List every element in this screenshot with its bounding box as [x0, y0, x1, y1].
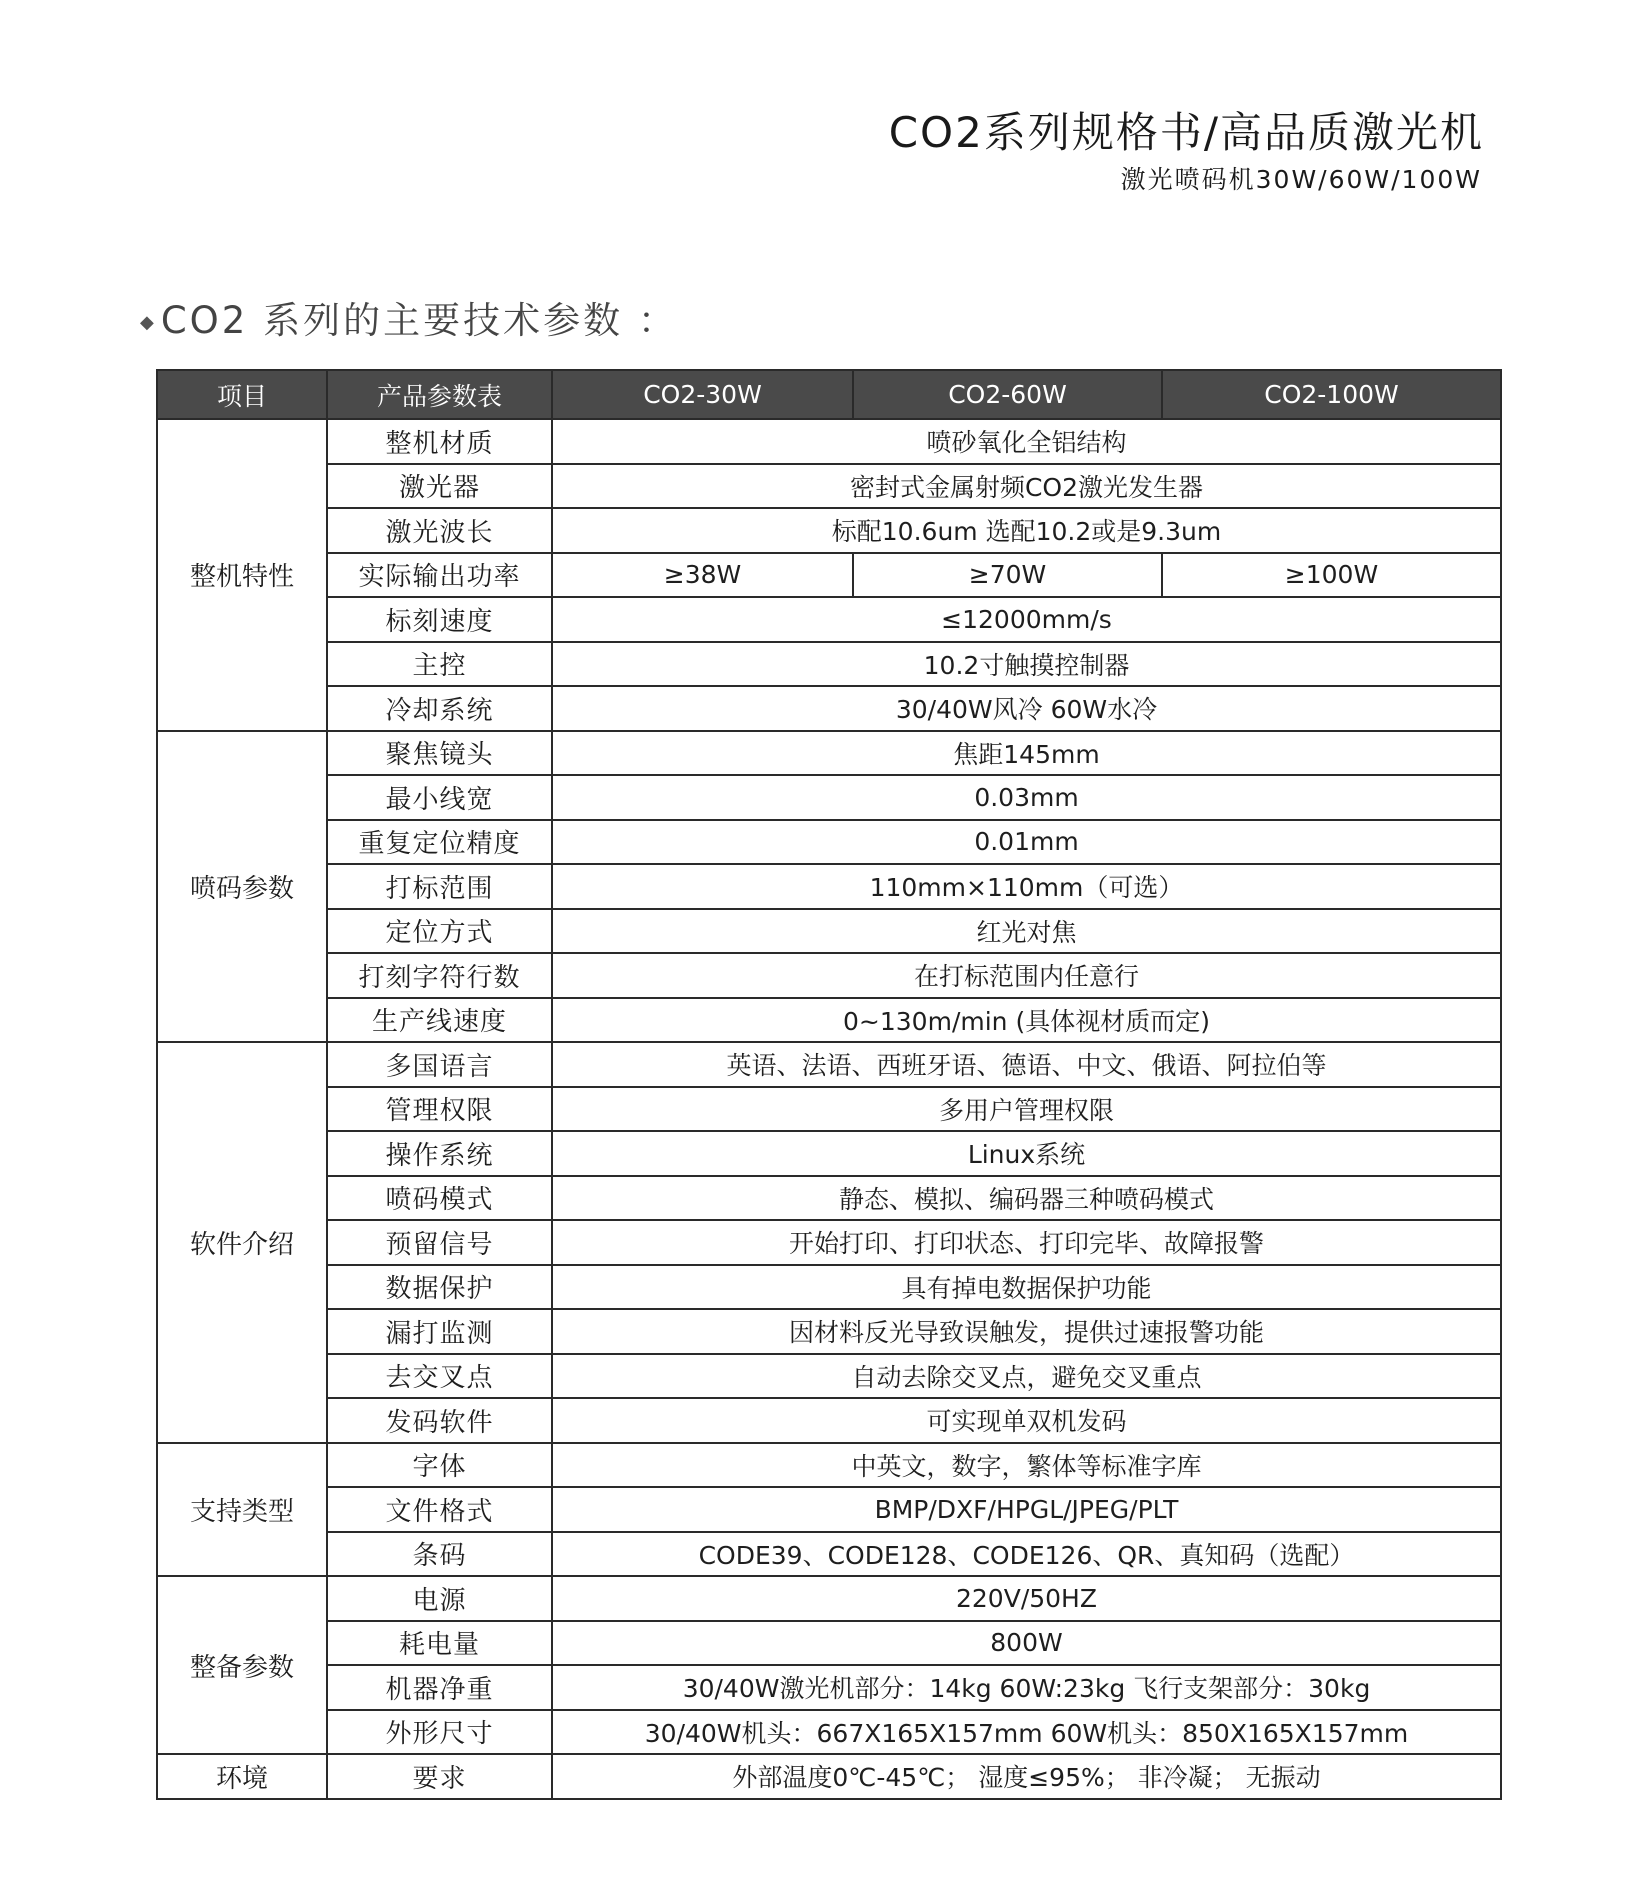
table-row [157, 1532, 1501, 1577]
group-label: 整备参数 [157, 1576, 327, 1754]
table-row [157, 1265, 1501, 1310]
row-label: 文件格式 [327, 1487, 552, 1532]
table-row [157, 464, 1501, 509]
table-row [157, 909, 1501, 954]
table-row [157, 1621, 1501, 1666]
table-row [157, 1087, 1501, 1132]
row-label: 条码 [327, 1532, 552, 1577]
row-value: 可实现单双机发码 [552, 1398, 1501, 1443]
table-row [157, 553, 1501, 598]
row-value-cell: ≥70W [853, 553, 1162, 598]
table-row [157, 1443, 1501, 1488]
table-row [157, 1710, 1501, 1755]
row-label: 去交叉点 [327, 1354, 552, 1399]
group-label: 软件介绍 [157, 1042, 327, 1443]
row-value: 英语、法语、西班牙语、德语、中文、俄语、阿拉伯等 [552, 1042, 1501, 1087]
table-row [157, 731, 1501, 776]
row-label: 打标范围 [327, 864, 552, 909]
row-value: 中英文，数字，繁体等标准字库 [552, 1443, 1501, 1488]
row-label: 字体 [327, 1443, 552, 1488]
table-row [157, 1176, 1501, 1221]
row-value: BMP/DXF/HPGL/JPEG/PLT [552, 1487, 1501, 1532]
row-value: 焦距145mm [552, 731, 1501, 776]
table-row [157, 953, 1501, 998]
row-value: 30/40W机头：667X165X157mm 60W机头：850X165X157mm [552, 1710, 1501, 1755]
row-value: 开始打印、打印状态、打印完毕、故障报警 [552, 1220, 1501, 1265]
row-label: 外形尺寸 [327, 1710, 552, 1755]
row-value: 喷砂氧化全铝结构 [552, 419, 1501, 464]
row-value: 红光对焦 [552, 909, 1501, 954]
table-row [157, 597, 1501, 642]
row-value-cell: ≥100W [1162, 553, 1501, 598]
row-value: 0~130m/min (具体视材质而定) [552, 998, 1501, 1043]
row-value: 110mm×110mm（可选） [552, 864, 1501, 909]
row-label: 实际输出功率 [327, 553, 552, 598]
row-value: 静态、模拟、编码器三种喷码模式 [552, 1176, 1501, 1221]
table-row [157, 419, 1501, 464]
row-label: 多国语言 [327, 1042, 552, 1087]
row-label: 管理权限 [327, 1087, 552, 1132]
header-co2-30w: CO2-30W [552, 370, 853, 419]
table-row [157, 1309, 1501, 1354]
row-value: 220V/50HZ [552, 1576, 1501, 1621]
header-co2-100w: CO2-100W [1162, 370, 1501, 419]
spec-table-body [157, 419, 1501, 1799]
row-value: 0.03mm [552, 775, 1501, 820]
row-label: 生产线速度 [327, 998, 552, 1043]
section-heading-text: CO2 系列的主要技术参数 ： [160, 299, 678, 342]
row-value: 外部温度0℃-45℃； 湿度≤95%； 非冷凝； 无振动 [552, 1754, 1501, 1799]
row-value: 因材料反光导致误触发，提供过速报警功能 [552, 1309, 1501, 1354]
table-row [157, 686, 1501, 731]
header-item: 项目 [157, 370, 327, 419]
table-row [157, 1487, 1501, 1532]
table-row [157, 864, 1501, 909]
row-label: 聚焦镜头 [327, 731, 552, 776]
row-value: 自动去除交叉点，避免交叉重点 [552, 1354, 1501, 1399]
group-label: 支持类型 [157, 1443, 327, 1577]
diamond-bullet-icon: ◆ [140, 312, 157, 333]
table-row [157, 1220, 1501, 1265]
row-value-cell: ≥38W [552, 553, 853, 598]
row-label: 标刻速度 [327, 597, 552, 642]
table-row [157, 1398, 1501, 1443]
row-value: 具有掉电数据保护功能 [552, 1265, 1501, 1310]
table-row [157, 1042, 1501, 1087]
table-row [157, 820, 1501, 865]
row-label: 漏打监测 [327, 1309, 552, 1354]
section-heading [140, 290, 678, 344]
row-value: 多用户管理权限 [552, 1087, 1501, 1132]
table-row [157, 642, 1501, 687]
row-value: 在打标范围内任意行 [552, 953, 1501, 998]
table-row [157, 1354, 1501, 1399]
row-label: 数据保护 [327, 1265, 552, 1310]
table-row [157, 1665, 1501, 1710]
row-label: 激光波长 [327, 508, 552, 553]
table-row [157, 1576, 1501, 1621]
header-co2-60w: CO2-60W [853, 370, 1162, 419]
row-label: 电源 [327, 1576, 552, 1621]
row-value: 30/40W风冷 60W水冷 [552, 686, 1501, 731]
header-params: 产品参数表 [327, 370, 552, 419]
row-value: 10.2寸触摸控制器 [552, 642, 1501, 687]
table-row [157, 775, 1501, 820]
table-row [157, 1754, 1501, 1799]
document-subtitle: 激光喷码机30W/60W/100W [1120, 165, 1482, 194]
row-label: 重复定位精度 [327, 820, 552, 865]
row-value: Linux系统 [552, 1131, 1501, 1176]
row-value: ≤12000mm/s [552, 597, 1501, 642]
group-label: 环境 [157, 1754, 327, 1799]
row-label: 定位方式 [327, 909, 552, 954]
row-label: 打刻字符行数 [327, 953, 552, 998]
row-value: 0.01mm [552, 820, 1501, 865]
table-header-row [157, 370, 1501, 419]
row-label: 整机材质 [327, 419, 552, 464]
row-label: 发码软件 [327, 1398, 552, 1443]
row-label: 机器净重 [327, 1665, 552, 1710]
row-label: 预留信号 [327, 1220, 552, 1265]
row-label: 激光器 [327, 464, 552, 509]
row-label: 主控 [327, 642, 552, 687]
spec-table [156, 369, 1502, 1800]
table-row [157, 1131, 1501, 1176]
row-value: CODE39、CODE128、CODE126、QR、真知码（选配） [552, 1532, 1501, 1577]
row-value: 标配10.6um 选配10.2或是9.3um [552, 508, 1501, 553]
row-label: 喷码模式 [327, 1176, 552, 1221]
group-label: 喷码参数 [157, 731, 327, 1043]
table-row [157, 998, 1501, 1043]
row-value: 30/40W激光机部分：14kg 60W:23kg 飞行支架部分：30kg [552, 1665, 1501, 1710]
row-label: 耗电量 [327, 1621, 552, 1666]
row-value: 800W [552, 1621, 1501, 1666]
document-title: CO2系列规格书/高品质激光机 [888, 108, 1484, 157]
table-row [157, 508, 1501, 553]
row-label: 冷却系统 [327, 686, 552, 731]
row-value: 密封式金属射频CO2激光发生器 [552, 464, 1501, 509]
row-label: 操作系统 [327, 1131, 552, 1176]
row-label: 最小线宽 [327, 775, 552, 820]
row-label: 要求 [327, 1754, 552, 1799]
group-label: 整机特性 [157, 419, 327, 731]
